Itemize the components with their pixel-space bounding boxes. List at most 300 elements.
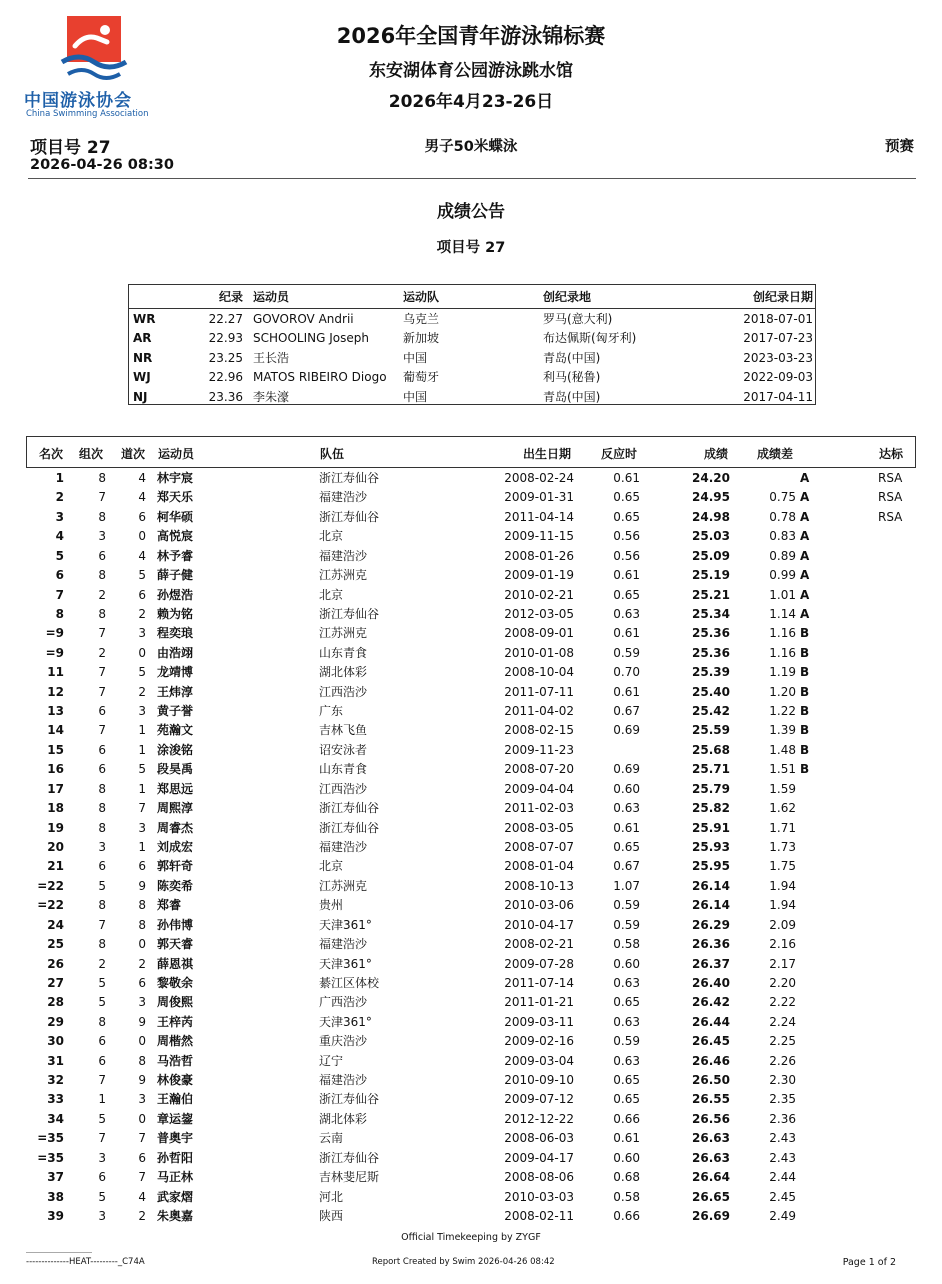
result-lane: 3 — [138, 995, 146, 1010]
record-time: 22.93 — [208, 331, 243, 346]
result-time: 26.37 — [692, 956, 730, 971]
records-table — [128, 284, 816, 405]
result-reaction: 1.07 — [613, 878, 640, 893]
result-heat: 7 — [98, 917, 106, 932]
result-behind: 1.51 — [769, 762, 796, 777]
result-reaction: 0.60 — [613, 781, 640, 796]
header-athlete: 运动员 — [158, 447, 195, 461]
round-label: 预赛 — [885, 139, 914, 155]
result-reaction: 0.61 — [613, 820, 640, 835]
record-date: 2017-04-11 — [743, 389, 813, 404]
result-grade: B — [800, 762, 810, 777]
result-row — [26, 1168, 916, 1187]
result-team: 辽宁 — [319, 1053, 344, 1068]
result-row — [26, 1090, 916, 1109]
result-heat: 7 — [98, 626, 106, 641]
records-header-date: 创纪录日期 — [752, 290, 813, 304]
result-grade: B — [800, 742, 810, 757]
result-rank: 28 — [47, 995, 64, 1010]
result-row — [26, 1071, 916, 1090]
record-date: 2022-09-03 — [743, 370, 813, 385]
result-athlete: 王炜淳 — [157, 684, 194, 699]
result-athlete: 高悦宸 — [157, 529, 194, 544]
result-athlete: 黄子誉 — [157, 704, 194, 719]
result-heat: 5 — [98, 1111, 106, 1126]
result-athlete: 章运鋆 — [157, 1111, 194, 1126]
result-reaction: 0.66 — [613, 1208, 640, 1223]
result-time: 26.42 — [692, 995, 730, 1010]
result-behind: 2.24 — [769, 1014, 796, 1029]
result-athlete: 王瀚伯 — [157, 1092, 194, 1107]
result-grade: B — [800, 626, 810, 641]
record-row — [129, 368, 815, 387]
result-reaction: 0.65 — [613, 509, 640, 524]
record-date: 2018-07-01 — [743, 312, 813, 326]
result-team: 重庆浩沙 — [319, 1034, 368, 1049]
record-type: AR — [133, 331, 152, 346]
record-type: WJ — [133, 370, 151, 385]
result-reaction: 0.65 — [613, 839, 640, 854]
result-behind: 1.14 — [769, 606, 796, 621]
result-behind: 2.16 — [769, 937, 796, 952]
result-rank: 12 — [47, 684, 64, 699]
section-title: 成绩公告 — [437, 202, 505, 222]
result-time: 25.95 — [692, 859, 730, 874]
records-header-team: 运动队 — [403, 290, 440, 304]
result-reaction: 0.59 — [613, 917, 640, 932]
record-place: 罗马(意大利) — [543, 312, 613, 326]
result-team: 山东青食 — [319, 645, 368, 660]
result-rank: 31 — [47, 1053, 64, 1068]
result-dob: 2008-07-07 — [504, 839, 574, 854]
result-row — [26, 819, 916, 838]
result-behind: 1.22 — [769, 704, 796, 719]
logo-text-en: China Swimming Association — [26, 109, 149, 119]
result-athlete: 薛恩祺 — [157, 956, 194, 971]
header-divider — [28, 178, 916, 179]
result-heat: 8 — [98, 898, 106, 913]
result-grade: A — [800, 490, 810, 505]
result-athlete: 苑瀚文 — [157, 723, 194, 738]
result-dob: 2011-01-21 — [504, 995, 574, 1010]
result-heat: 8 — [98, 820, 106, 835]
result-team: 湖北体彩 — [319, 1111, 368, 1126]
result-lane: 8 — [138, 1053, 146, 1068]
result-rank: 13 — [47, 704, 64, 719]
result-time: 25.93 — [692, 839, 730, 854]
result-athlete: 武家熠 — [157, 1189, 194, 1204]
result-grade: A — [800, 529, 810, 544]
record-type: WR — [133, 312, 156, 326]
result-lane: 8 — [138, 917, 146, 932]
result-lane: 6 — [138, 859, 146, 874]
result-dob: 2009-04-04 — [504, 781, 574, 796]
result-athlete: 郑思远 — [157, 781, 194, 796]
result-row — [26, 527, 916, 546]
result-row — [26, 955, 916, 974]
result-rank: 16 — [47, 762, 64, 777]
result-lane: 4 — [138, 471, 146, 485]
result-grade: B — [800, 665, 810, 680]
result-dob: 2008-07-20 — [504, 762, 574, 777]
result-time: 25.82 — [692, 801, 730, 816]
result-lane: 6 — [138, 975, 146, 990]
result-athlete: 周楷然 — [157, 1034, 194, 1049]
record-type: NJ — [133, 389, 148, 404]
result-dob: 2010-09-10 — [504, 1073, 574, 1088]
result-row — [26, 877, 916, 896]
result-dob: 2012-03-05 — [504, 606, 574, 621]
result-rank: 24 — [47, 917, 64, 932]
result-dob: 2008-01-04 — [504, 859, 574, 874]
result-team: 云南 — [319, 1131, 344, 1146]
result-rank: =9 — [45, 626, 64, 641]
result-heat: 5 — [98, 1189, 106, 1204]
section-event-number: 项目号 27 — [436, 240, 506, 256]
record-athlete: MATOS RIBEIRO Diogo — [253, 370, 387, 385]
record-row — [129, 388, 815, 407]
timekeeping-note: Official Timekeeping by ZYGF — [401, 1232, 541, 1243]
result-athlete: 孙哲阳 — [157, 1150, 194, 1165]
result-row — [26, 760, 916, 779]
result-dob: 2008-02-21 — [504, 937, 574, 952]
result-row — [26, 1032, 916, 1051]
result-row — [26, 799, 916, 818]
result-time: 25.79 — [692, 781, 730, 796]
result-rank: 32 — [47, 1073, 64, 1088]
result-rank: 34 — [47, 1111, 64, 1126]
result-row — [26, 1052, 916, 1071]
result-team: 陕西 — [319, 1208, 344, 1223]
result-behind: 1.39 — [769, 723, 796, 738]
result-dob: 2009-04-17 — [504, 1150, 574, 1165]
result-time: 26.45 — [692, 1034, 730, 1049]
result-dob: 2009-02-16 — [504, 1034, 574, 1049]
result-grade: B — [800, 723, 810, 738]
result-heat: 6 — [98, 1170, 106, 1185]
result-row — [26, 1207, 916, 1226]
result-rank: 18 — [47, 801, 64, 816]
result-grade: A — [800, 471, 810, 485]
result-dob: 2011-07-14 — [504, 975, 574, 990]
record-athlete: GOVOROV Andrii — [253, 312, 354, 326]
result-team: 江西浩沙 — [319, 781, 368, 796]
result-rank: 37 — [47, 1170, 64, 1185]
record-date: 2023-03-23 — [743, 350, 813, 365]
result-behind: 2.44 — [769, 1170, 796, 1185]
result-behind: 0.89 — [769, 548, 796, 563]
result-lane: 7 — [138, 1170, 146, 1185]
result-heat: 7 — [98, 684, 106, 699]
record-row — [129, 329, 815, 348]
result-dob: 2008-06-03 — [504, 1131, 574, 1146]
result-team: 浙江寿仙谷 — [319, 471, 380, 485]
result-grade: B — [800, 704, 810, 719]
result-team: 浙江寿仙谷 — [319, 509, 380, 524]
result-heat: 7 — [98, 1073, 106, 1088]
result-lane: 0 — [138, 937, 146, 952]
header-rank: 名次 — [39, 447, 64, 461]
result-reaction: 0.66 — [613, 1111, 640, 1126]
result-team: 湖北体彩 — [319, 665, 368, 680]
result-reaction: 0.59 — [613, 898, 640, 913]
result-lane: 2 — [138, 956, 146, 971]
result-heat: 6 — [98, 762, 106, 777]
result-reaction: 0.60 — [613, 1150, 640, 1165]
result-athlete: 由浩翊 — [157, 645, 194, 660]
record-time: 23.25 — [208, 350, 243, 365]
result-behind: 2.22 — [769, 995, 796, 1010]
result-reaction: 0.65 — [613, 1073, 640, 1088]
result-athlete: 赖为铭 — [157, 606, 194, 621]
result-row — [26, 469, 916, 488]
result-athlete: 涂浚铭 — [157, 742, 194, 757]
records-header-athlete: 运动员 — [253, 290, 290, 304]
record-athlete: SCHOOLING Joseph — [253, 331, 369, 346]
result-grade: A — [800, 568, 810, 583]
result-heat: 8 — [98, 509, 106, 524]
result-heat: 6 — [98, 742, 106, 757]
result-athlete: 王梓芮 — [157, 1014, 194, 1029]
result-grade: B — [800, 645, 810, 660]
result-reaction: 0.56 — [613, 529, 640, 544]
result-grade: A — [800, 509, 810, 524]
result-row — [26, 896, 916, 915]
result-team: 贵州 — [319, 898, 344, 913]
result-lane: 5 — [138, 568, 146, 583]
records-header-record: 纪录 — [218, 290, 243, 304]
result-athlete: 郑睿 — [157, 898, 182, 913]
result-grade: A — [800, 587, 810, 602]
result-dob: 2010-03-06 — [504, 898, 574, 913]
result-team: 江西浩沙 — [319, 684, 368, 699]
result-team: 河北 — [319, 1189, 344, 1204]
result-athlete: 陈奕希 — [157, 878, 194, 893]
result-athlete: 孙伟博 — [157, 917, 194, 932]
record-time: 23.36 — [208, 389, 243, 404]
result-heat: 6 — [98, 1053, 106, 1068]
result-time: 26.36 — [692, 937, 730, 952]
result-time: 25.19 — [692, 568, 730, 583]
result-behind: 1.94 — [769, 878, 796, 893]
result-qual: RSA — [878, 471, 903, 485]
result-rank: 4 — [55, 529, 64, 544]
result-time: 25.39 — [692, 665, 730, 680]
result-lane: 3 — [138, 1092, 146, 1107]
result-rank: 17 — [47, 781, 64, 796]
result-behind: 2.43 — [769, 1150, 796, 1165]
result-heat: 8 — [98, 568, 106, 583]
result-behind: 0.99 — [769, 568, 796, 583]
result-lane: 6 — [138, 1150, 146, 1165]
result-lane: 5 — [138, 762, 146, 777]
result-athlete: 马正林 — [157, 1170, 194, 1185]
result-rank: =22 — [37, 898, 64, 913]
result-behind: 2.45 — [769, 1189, 796, 1204]
result-heat: 7 — [98, 490, 106, 505]
result-row — [26, 1013, 916, 1032]
result-behind: 1.48 — [769, 742, 796, 757]
result-team: 吉林飞鱼 — [319, 723, 368, 738]
result-heat: 8 — [98, 781, 106, 796]
result-time: 26.46 — [692, 1053, 730, 1068]
result-reaction: 0.61 — [613, 684, 640, 699]
result-grade: B — [800, 684, 810, 699]
result-reaction: 0.59 — [613, 645, 640, 660]
result-heat: 8 — [98, 801, 106, 816]
result-row — [26, 1129, 916, 1148]
result-rank: 27 — [47, 975, 64, 990]
result-row — [26, 605, 916, 624]
footer-divider — [26, 1252, 92, 1253]
record-type: NR — [133, 350, 153, 365]
result-lane: 0 — [138, 1034, 146, 1049]
result-behind: 1.20 — [769, 684, 796, 699]
result-reaction: 0.65 — [613, 490, 640, 505]
result-time: 25.68 — [692, 742, 730, 757]
result-dob: 2012-12-22 — [504, 1111, 574, 1126]
result-lane: 6 — [138, 509, 146, 524]
result-behind: 1.59 — [769, 781, 796, 796]
result-grade: A — [800, 548, 810, 563]
venue: 东安湖体育公园游泳跳水馆 — [369, 61, 573, 81]
result-row — [26, 624, 916, 643]
result-heat: 3 — [98, 1208, 106, 1223]
result-heat: 3 — [98, 839, 106, 854]
result-time: 25.91 — [692, 820, 730, 835]
result-row — [26, 586, 916, 605]
result-lane: 1 — [138, 742, 146, 757]
result-dob: 2009-11-15 — [504, 529, 574, 544]
result-time: 26.29 — [692, 917, 730, 932]
result-dob: 2010-04-17 — [504, 917, 574, 932]
result-reaction: 0.61 — [613, 568, 640, 583]
result-reaction: 0.70 — [613, 665, 640, 680]
result-reaction: 0.58 — [613, 937, 640, 952]
result-time: 26.64 — [692, 1170, 730, 1185]
result-heat: 8 — [98, 606, 106, 621]
record-place: 青岛(中国) — [543, 389, 601, 404]
result-heat: 6 — [98, 1034, 106, 1049]
result-row — [26, 702, 916, 721]
result-team: 广西浩沙 — [319, 995, 368, 1010]
record-team: 乌克兰 — [403, 312, 440, 326]
logo-text-cn: 中国游泳协会 — [24, 91, 132, 111]
result-time: 24.95 — [692, 490, 730, 505]
result-qual: RSA — [878, 509, 903, 524]
record-team: 中国 — [403, 350, 428, 365]
header-qualification: 达标 — [879, 447, 904, 461]
result-dob: 2010-02-21 — [504, 587, 574, 602]
result-row — [26, 1188, 916, 1207]
result-athlete: 周熙淳 — [157, 801, 194, 816]
record-time: 22.96 — [208, 370, 243, 385]
result-lane: 1 — [138, 723, 146, 738]
result-qual: RSA — [878, 490, 903, 505]
result-grade: A — [800, 606, 810, 621]
records-header — [129, 288, 815, 307]
result-time: 26.50 — [692, 1073, 730, 1088]
result-reaction: 0.67 — [613, 704, 640, 719]
result-time: 25.36 — [692, 645, 730, 660]
result-lane: 2 — [138, 1208, 146, 1223]
result-time: 25.09 — [692, 548, 730, 563]
result-lane: 3 — [138, 704, 146, 719]
result-reaction: 0.63 — [613, 975, 640, 990]
result-team: 浙江寿仙谷 — [319, 1092, 380, 1107]
result-team: 天津361° — [319, 956, 372, 971]
result-lane: 6 — [138, 587, 146, 602]
result-rank: 1 — [55, 471, 64, 485]
result-heat: 7 — [98, 723, 106, 738]
result-rank: 38 — [47, 1189, 64, 1204]
result-lane: 7 — [138, 1131, 146, 1146]
result-heat: 6 — [98, 704, 106, 719]
result-rank: 8 — [55, 606, 64, 621]
result-athlete: 马浩哲 — [157, 1053, 194, 1068]
result-heat: 7 — [98, 665, 106, 680]
result-dob: 2009-01-31 — [504, 490, 574, 505]
result-reaction: 0.68 — [613, 1170, 640, 1185]
result-lane: 9 — [138, 1073, 146, 1088]
result-heat: 5 — [98, 975, 106, 990]
result-behind: 1.16 — [769, 626, 796, 641]
result-athlete: 龙靖博 — [157, 665, 194, 680]
result-dob: 2009-07-28 — [504, 956, 574, 971]
result-reaction: 0.59 — [613, 1034, 640, 1049]
result-athlete: 林俊豪 — [157, 1073, 194, 1088]
result-team: 浙江寿仙谷 — [319, 801, 380, 816]
result-lane: 1 — [138, 839, 146, 854]
result-dob: 2011-02-03 — [504, 801, 574, 816]
result-row — [26, 935, 916, 954]
result-reaction: 0.65 — [613, 587, 640, 602]
result-athlete: 朱奥嘉 — [157, 1208, 194, 1223]
result-rank: =9 — [45, 645, 64, 660]
result-time: 25.71 — [692, 762, 730, 777]
result-time: 26.56 — [692, 1111, 730, 1126]
result-lane: 3 — [138, 626, 146, 641]
result-heat: 7 — [98, 1131, 106, 1146]
result-behind: 1.75 — [769, 859, 796, 874]
result-reaction: 0.56 — [613, 548, 640, 563]
result-time: 26.63 — [692, 1150, 730, 1165]
result-rank: 2 — [55, 490, 64, 505]
result-team: 吉林斐尼斯 — [319, 1170, 380, 1185]
result-dob: 2009-11-23 — [504, 742, 574, 757]
result-heat: 2 — [98, 587, 106, 602]
result-row — [26, 508, 916, 527]
result-heat: 5 — [98, 995, 106, 1010]
result-time: 25.36 — [692, 626, 730, 641]
result-heat: 2 — [98, 956, 106, 971]
result-dob: 2008-02-15 — [504, 723, 574, 738]
result-row — [26, 916, 916, 935]
result-heat: 6 — [98, 859, 106, 874]
result-heat: 8 — [98, 1014, 106, 1029]
result-reaction: 0.63 — [613, 801, 640, 816]
result-behind: 2.36 — [769, 1111, 796, 1126]
result-behind: 0.83 — [769, 529, 796, 544]
result-time: 25.40 — [692, 684, 730, 699]
result-athlete: 普奥宇 — [157, 1131, 194, 1146]
result-row — [26, 663, 916, 682]
result-lane: 0 — [138, 1111, 146, 1126]
result-lane: 5 — [138, 665, 146, 680]
result-behind: 2.49 — [769, 1208, 796, 1223]
result-rank: 7 — [55, 587, 64, 602]
event-number: 项目号 27 — [30, 138, 111, 158]
